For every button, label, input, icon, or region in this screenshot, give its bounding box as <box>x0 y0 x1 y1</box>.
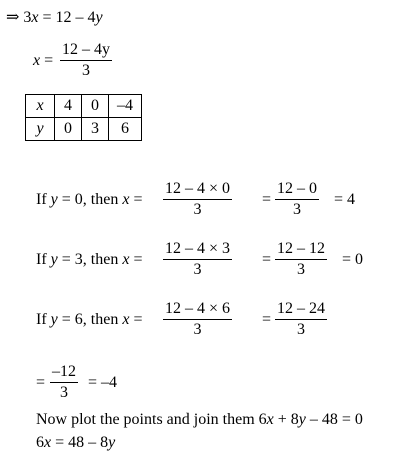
case-1-eq: = <box>262 191 272 208</box>
value-table <box>25 94 142 141</box>
case-3b-fraction: –12 3 <box>52 363 76 401</box>
table-cell: 6 <box>109 118 142 141</box>
fraction-bar <box>163 319 232 320</box>
table-row <box>26 95 142 118</box>
case-2-result: = 0 <box>342 251 364 268</box>
case-3-text: If y = 6, then x = <box>36 311 143 328</box>
plot-instruction: Now plot the points and join them 6x + 8y – 48 = 0 <box>36 411 363 428</box>
case-2-text: If y = 3, then x = <box>36 251 143 268</box>
table-cell: 4 <box>55 95 82 118</box>
table-cell: 3 <box>82 118 109 141</box>
x-definition-lhs: x = <box>33 52 54 69</box>
table-cell: –4 <box>109 95 142 118</box>
case-3-fraction-2: 12 – 24 3 <box>277 300 325 338</box>
table-cell: 0 <box>82 95 109 118</box>
table-cell: 0 <box>55 118 82 141</box>
fraction-bar <box>163 259 232 260</box>
case-1-text: If y = 0, then x = <box>36 191 143 208</box>
implies-arrow: ⇒ <box>6 9 20 26</box>
case-3-fraction-1: 12 – 4 × 6 3 <box>165 300 231 338</box>
table-label-y: y <box>26 118 55 141</box>
case-2-fraction-1: 12 – 4 × 3 3 <box>165 240 231 278</box>
x-definition-fraction: 12 – 4y 3 <box>62 41 110 79</box>
final-equation: 6x = 48 – 8y <box>36 434 116 451</box>
equation-line-1: ⇒ 3x = 12 – 4y <box>6 9 103 26</box>
fraction-bar <box>50 382 78 383</box>
case-3-eq: = <box>262 311 272 328</box>
fraction-bar <box>275 199 319 200</box>
case-1-result: = 4 <box>334 191 356 208</box>
fraction-bar <box>60 60 112 61</box>
table-row <box>26 118 142 141</box>
table-label-x: x <box>26 95 55 118</box>
case-1-fraction-1: 12 – 4 × 0 3 <box>165 180 231 218</box>
fraction-bar <box>163 199 232 200</box>
case-3b-eq: = <box>36 374 46 391</box>
case-2-eq: = <box>262 251 272 268</box>
fraction-bar <box>275 259 327 260</box>
fraction-bar <box>275 319 327 320</box>
case-1-fraction-2: 12 – 0 3 <box>277 180 317 218</box>
case-2-fraction-2: 12 – 12 3 <box>277 240 325 278</box>
case-3b-result: = –4 <box>88 374 118 391</box>
